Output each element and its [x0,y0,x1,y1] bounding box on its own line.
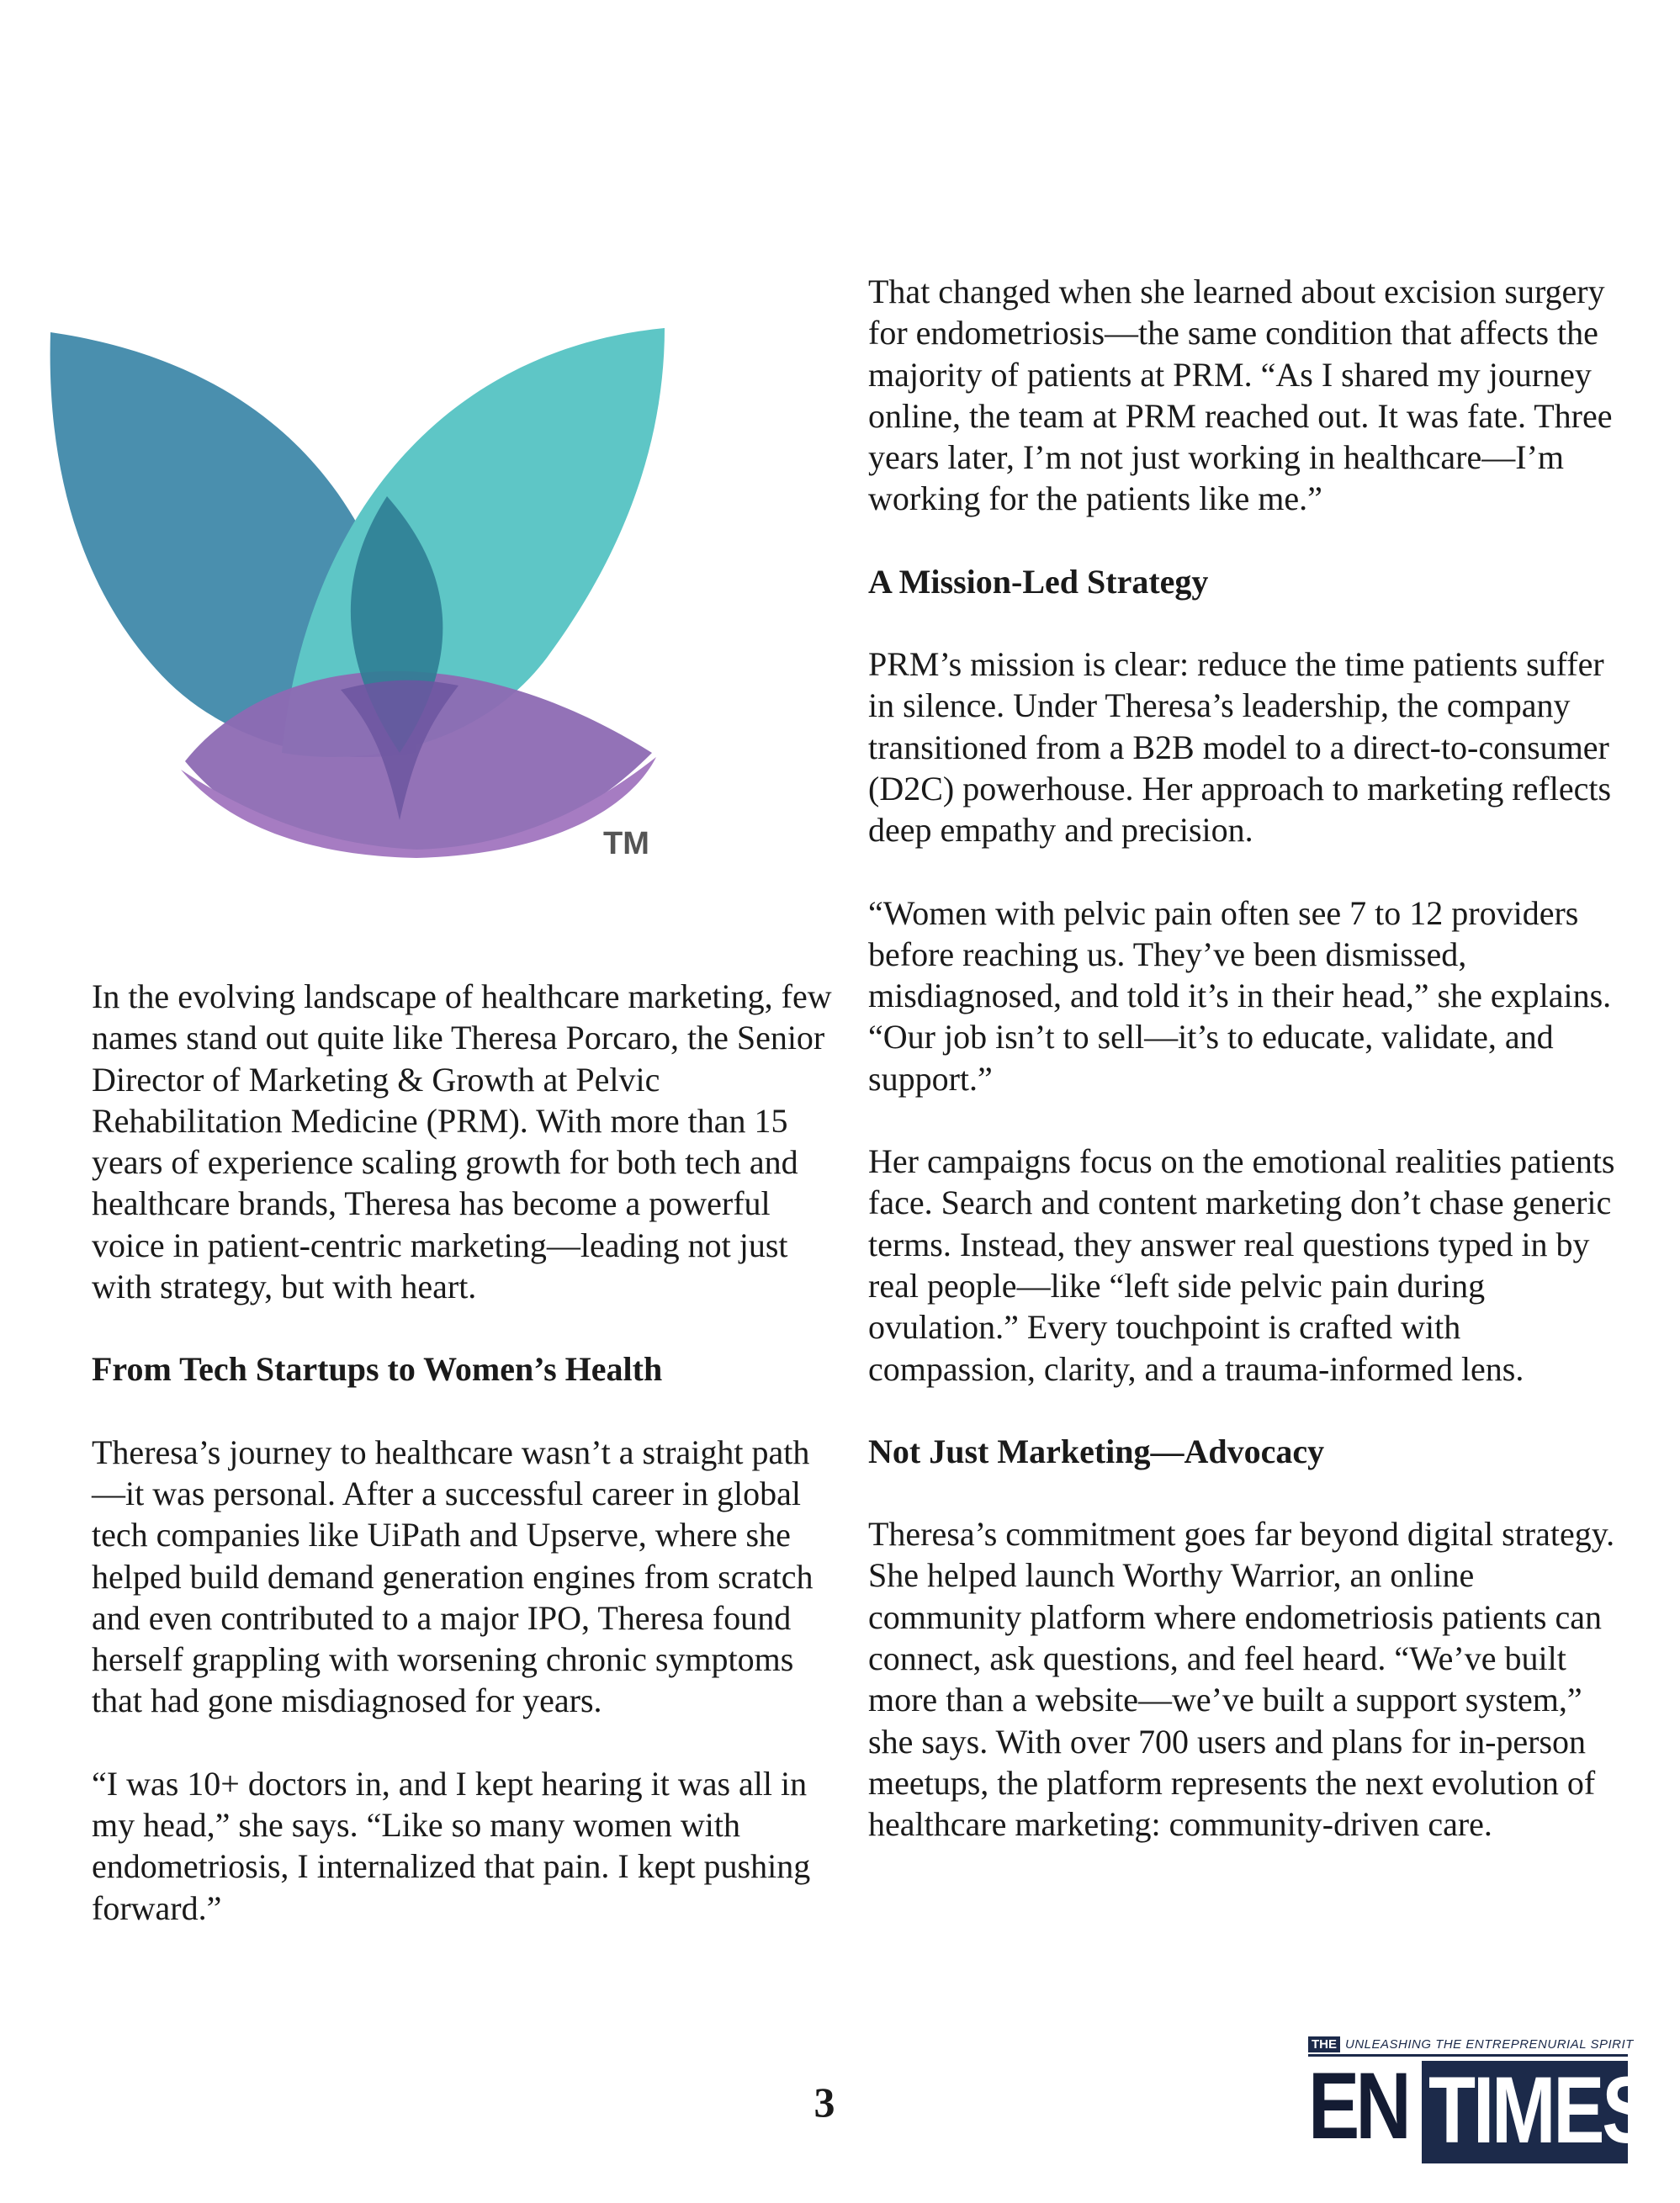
journey-paragraph: Theresa’s journey to healthcare wasn’t a straight path—it was personal. After a successful career in global tech companies like UiPath and Upserve, where she helped build demand generation engines from scratch and even contributed to a major IPO, Theresa found herself grappling with worsening chronic symptoms that had gone misdiagnosed for years. [92,1432,814,1720]
en-times-logo [1308,2034,1651,2169]
right-column [868,271,1625,1887]
quote-paragraph: “I was 10+ doctors in, and I kept hearing it was all in my head,” she says. “Like so many women with endometriosis, I internalized that pain. I kept pushing forward.” [92,1764,811,1927]
excision-paragraph: That changed when she learned about excision surgery for endometriosis—the same condition that affects the majority of patients at PRM. “As I shared my journey online, the team at PRM reached out. It was fate. Three years later, I’m not just working in healthcare—I’m working for the patients like me.” [868,273,1613,518]
brand-times: TIMES [1428,2057,1651,2163]
campaigns-paragraph: Her campaigns focus on the emotional realities patients face. Search and content marketing don’t chase generic terms. Instead, they answer real questions typed in by real people—like “left side pelvic pain during ovulation.” Every touchpoint is crafted with compassion, clarity, and a trauma-informed lens. [868,1142,1615,1388]
prm-logo [46,315,686,904]
heading-tech-to-health: From Tech Startups to Women’s Health [92,1350,663,1389]
left-column [92,976,832,1970]
logo-trademark: TM [603,826,649,861]
page-number: 3 [814,2079,835,2126]
lotus-logo-icon [46,315,686,904]
heading-mission-strategy: A Mission-Led Strategy [868,562,1209,601]
heading-advocacy: Not Just Marketing—Advocacy [868,1432,1325,1470]
mission-paragraph: PRM’s mission is clear: reduce the time patients suffer in silence. Under Theresa’s leadership, the company transitioned from a B2B model to a direct-to-consumer (D2C) powerhouse. Her approach to marketing reflects deep empathy and precision. [868,645,1612,850]
brand-the: THE [1308,2036,1340,2052]
advocacy-paragraph: Theresa’s commitment goes far beyond digital strategy. She helped launch Worthy Warrior, an online community platform where endometriosis patients can connect, ask questions, and feel heard. “We’ve built more than a website—we’ve built a support system,” she says. With over 700 users and plans for in-person meetups, the platform represents the next evolution of healthcare marketing: community-driven care. [868,1515,1615,1844]
intro-paragraph: In the evolving landscape of healthcare marketing, few names stand out quite like Theresa Porcaro, the Senior Director of Marketing & Growth at Pelvic Rehabilitation Medicine (PRM). With more than 15 years of experience scaling growth for both tech and healthcare brands, Theresa has become a powerful voice in patient-centric marketing—leading not just with strategy, but with heart. [92,977,832,1306]
brand-tagline: UNLEASHING THE ENTREPRENURIAL SPIRIT [1345,2036,1634,2052]
brand-times-box [1422,2057,1651,2163]
brand-en: EN [1308,2053,1407,2158]
providers-quote-paragraph: “Women with pelvic pain often see 7 to 12 providers before reaching us. They’ve been dismissed, misdiagnosed, and told it’s in their head,” she explains. “Our job isn’t to sell—it’s to educate, validate, and support.” [868,893,1612,1098]
